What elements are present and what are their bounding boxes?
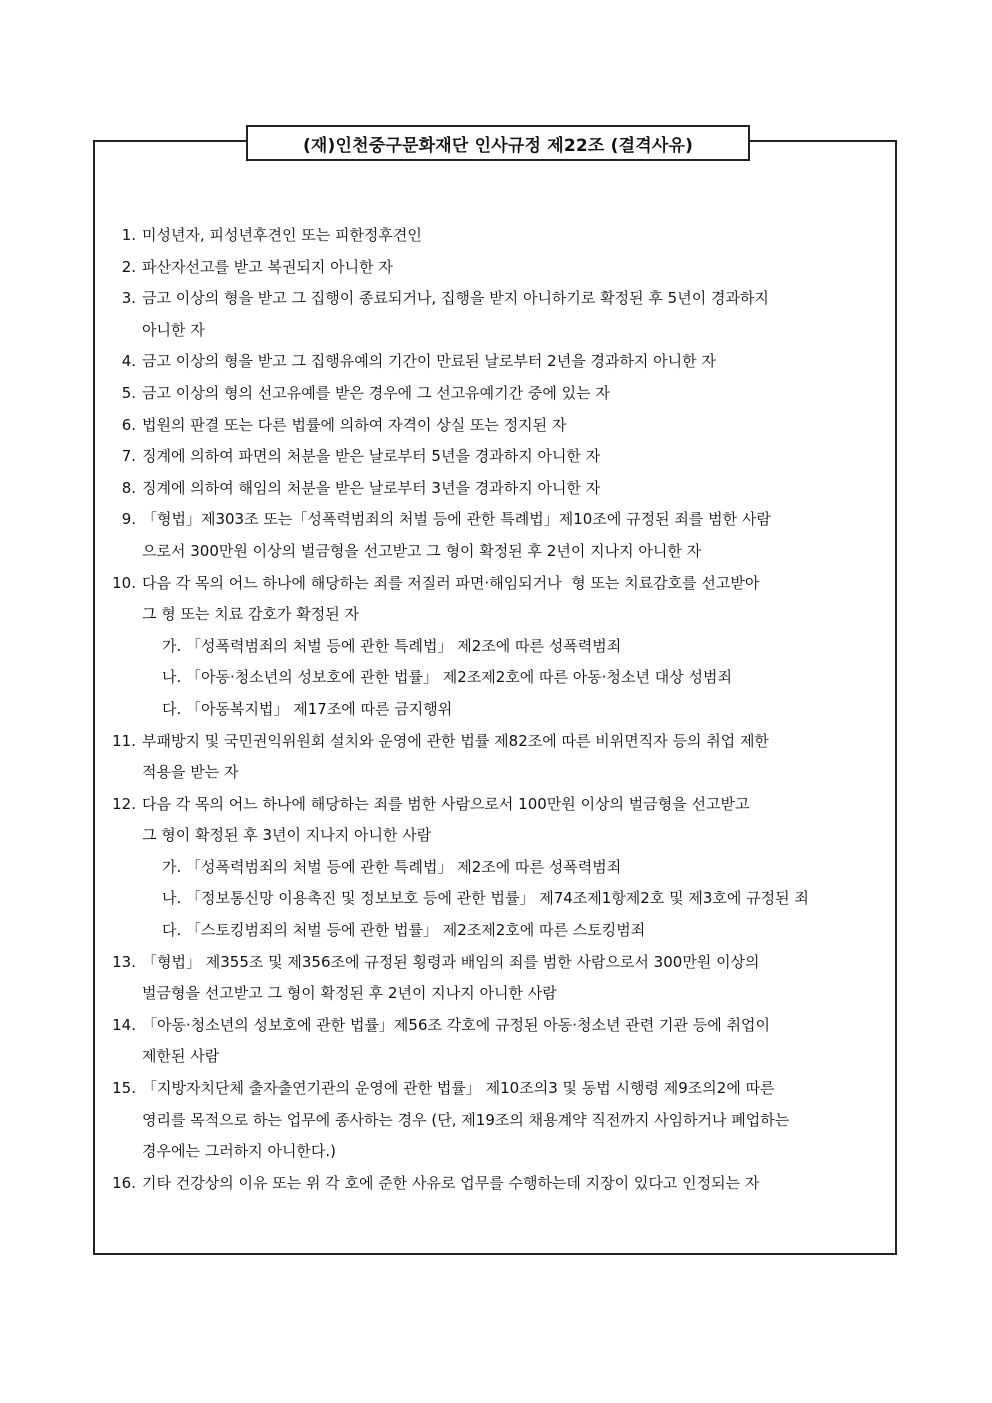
item-number: 12. xyxy=(112,794,136,813)
list-item xyxy=(104,1010,884,1042)
item-text: 금고 이상의 형을 받고 그 집행유예의 기간이 만료된 날로부터 2년을 경과하지 아니한 자 xyxy=(142,352,716,371)
item-text: 「지방자치단체 출자출연기관의 운영에 관한 법률」 제10조의3 및 동법 시행령 제9조의2에 따른 xyxy=(142,1079,775,1098)
item-text: 금고 이상의 형을 받고 그 집행이 종료되거나, 집행을 받지 아니하기로 확정된 후 5년이 경과하지 xyxy=(142,289,769,308)
list-item xyxy=(104,1168,884,1200)
item-text: 「형법」 제355조 및 제356조에 규정된 횡령과 배임의 죄를 범한 사람으로서 300만원 이상의 xyxy=(142,952,760,971)
item-text-continuation: 경우에는 그러하지 아니한다.) xyxy=(142,1142,337,1161)
document-title: (재)인천중구문화재단 인사규정 제22조 (결격사유) xyxy=(246,125,750,161)
item-text-continuation: 으로서 300만원 이상의 벌금형을 선고받고 그 형이 확정된 후 2년이 지나지 아니한 자 xyxy=(142,541,702,560)
item-text: 법원의 판결 또는 다른 법률에 의하여 자격이 상실 또는 정지된 자 xyxy=(142,415,567,434)
list-item xyxy=(104,346,884,378)
item-text: 부패방지 및 국민권익위원회 설치와 운영에 관한 법률 제82조에 따른 비위면직자 등의 취업 제한 xyxy=(142,731,769,750)
list-item xyxy=(104,410,884,442)
item-text: 금고 이상의 형의 선고유예를 받은 경우에 그 선고유예기간 중에 있는 자 xyxy=(142,383,610,402)
item-number: 9. xyxy=(121,510,136,529)
item-text: 다음 각 목의 어느 하나에 해당하는 죄를 범한 사람으로서 100만원 이상의 벌금형을 선고받고 xyxy=(142,794,750,813)
list-item xyxy=(104,283,884,315)
item-number: 14. xyxy=(112,1015,136,1034)
list-item xyxy=(104,441,884,473)
list-item xyxy=(104,252,884,284)
item-number: 4. xyxy=(121,352,136,371)
sub-item: 다. 「아동복지법」 제17조에 따른 금지행위 xyxy=(162,699,453,718)
sub-item: 나. 「아동·청소년의 성보호에 관한 법률」 제2조제2호에 따른 아동·청소년 대상 성범죄 xyxy=(162,668,732,687)
item-text: 「형법」제303조 또는「성폭력범죄의 처벌 등에 관한 특례법」제10조에 규정된 죄를 범한 사람 xyxy=(142,510,771,529)
item-text: 파산자선고를 받고 복권되지 아니한 자 xyxy=(142,257,393,276)
list-item xyxy=(104,473,884,505)
sub-item: 나. 「정보통신망 이용촉진 및 정보보호 등에 관한 법률」 제74조제1항제2호 및 제3호에 규정된 죄 xyxy=(162,889,809,908)
list-item xyxy=(104,726,884,758)
list-item xyxy=(104,1073,884,1105)
item-number: 11. xyxy=(112,731,136,750)
list-item xyxy=(104,947,884,979)
item-number: 13. xyxy=(112,952,136,971)
clause-list xyxy=(104,220,884,1199)
item-number: 1. xyxy=(121,226,136,244)
sub-item: 다. 「스토킹범죄의 처벌 등에 관한 법률」 제2조제2호에 따른 스토킹범죄 xyxy=(162,921,646,940)
item-number: 2. xyxy=(121,257,136,276)
item-text-continuation: 벌금형을 선고받고 그 형이 확정된 후 2년이 지나지 아니한 사람 xyxy=(142,984,557,1003)
sub-item: 가. 「성폭력범죄의 처벌 등에 관한 특례법」 제2조에 따른 성폭력범죄 xyxy=(162,636,622,655)
item-text-continuation: 적용을 받는 자 xyxy=(142,763,239,782)
item-text: 「아동·청소년의 성보호에 관한 법률」제56조 각호에 규정된 아동·청소년 관련 기관 등에 취업이 xyxy=(142,1015,770,1034)
list-item xyxy=(104,220,884,252)
list-item xyxy=(104,568,884,600)
item-text: 기타 건강상의 이유 또는 위 각 호에 준한 사유로 업무를 수행하는데 지장이 있다고 인정되는 자 xyxy=(142,1173,760,1192)
list-item xyxy=(104,378,884,410)
list-item xyxy=(104,504,884,536)
item-text: 징계에 의하여 파면의 처분을 받은 날로부터 5년을 경과하지 아니한 자 xyxy=(142,447,601,466)
item-number: 5. xyxy=(121,383,136,402)
item-text: 미성년자, 피성년후견인 또는 피한정후견인 xyxy=(142,226,422,244)
item-number: 10. xyxy=(112,573,136,592)
item-number: 3. xyxy=(121,289,136,308)
item-text-continuation: 그 형이 확정된 후 3년이 지나지 아니한 사람 xyxy=(142,826,432,845)
item-text-continuation: 제한된 사람 xyxy=(142,1047,220,1066)
item-number: 8. xyxy=(121,478,136,497)
item-number: 6. xyxy=(121,415,136,434)
item-text-continuation: 그 형 또는 치료 감호가 확정된 자 xyxy=(142,605,359,624)
item-text-continuation: 아니한 자 xyxy=(142,320,205,339)
item-text: 다음 각 목의 어느 하나에 해당하는 죄를 저질러 파면·해임되거나 형 또는 치료감호를 선고받아 xyxy=(142,573,760,592)
item-text: 징계에 의하여 해임의 처분을 받은 날로부터 3년을 경과하지 아니한 자 xyxy=(142,478,601,497)
item-text-continuation: 영리를 목적으로 하는 업무에 종사하는 경우 (단, 제19조의 채용계약 직전까지 사임하거나 폐업하는 xyxy=(142,1110,790,1129)
item-number: 16. xyxy=(112,1173,136,1192)
item-number: 15. xyxy=(112,1079,136,1098)
sub-item: 가. 「성폭력범죄의 처벌 등에 관한 특례법」 제2조에 따른 성폭력범죄 xyxy=(162,857,622,876)
item-number: 7. xyxy=(121,447,136,466)
list-item xyxy=(104,789,884,821)
